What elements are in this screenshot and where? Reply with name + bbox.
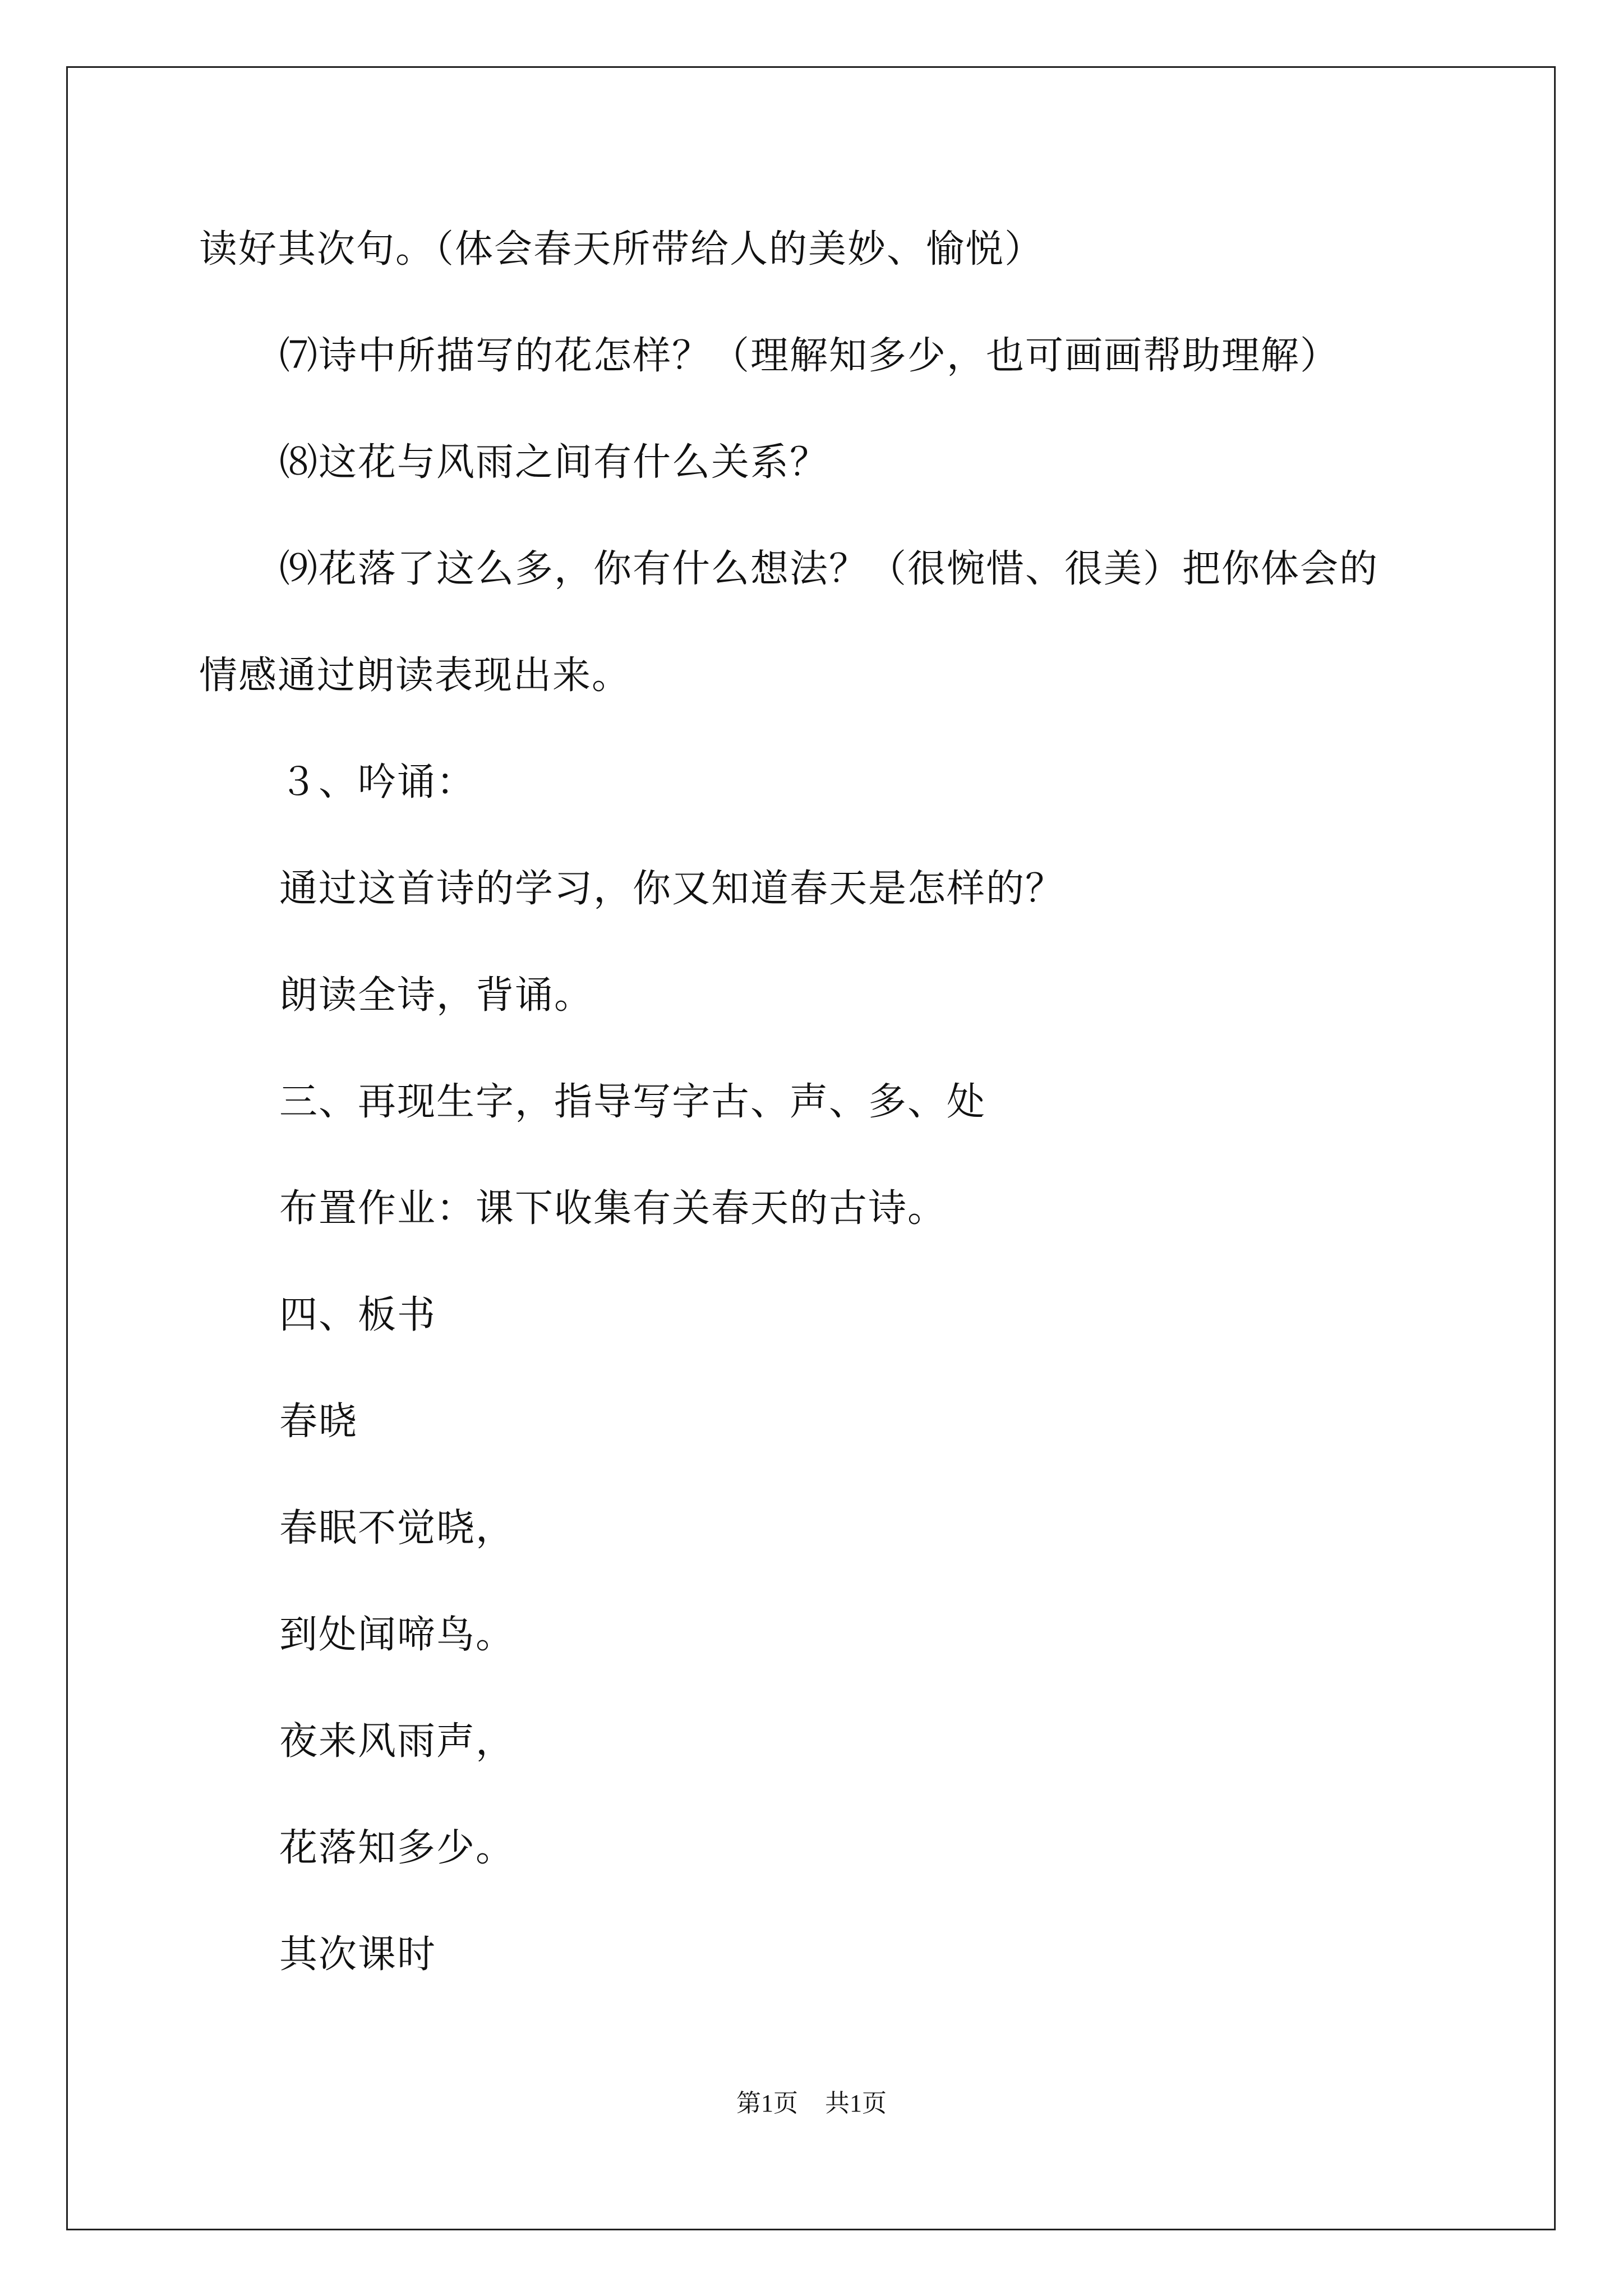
text-line-11: 四、板书 [279, 1293, 437, 1337]
text-line-13: 春眠不觉晓， [279, 1506, 515, 1550]
text-line-10: 布置作业：课下收集有关春天的古诗。 [279, 1186, 947, 1231]
text-line-6: ３、吟诵： [279, 760, 476, 804]
text-line-12: 春晓 [279, 1400, 358, 1444]
page-footer [0, 2088, 1623, 2119]
text-line-15: 夜来风雨声， [279, 1719, 515, 1764]
text-line-1: 读好其次句。（体会春天所带给人的美妙、愉悦） [199, 227, 1044, 272]
text-line-16: 花落知多少。 [279, 1826, 515, 1870]
text-line-9: 三、再现生字，指导写字古、声、多、处 [279, 1080, 986, 1124]
text-line-4: ⑼花落了这么多，你有什么想法？（很惋惜、很美）把你体会的 [279, 547, 1379, 591]
text-line-17: 其次课时 [279, 1932, 437, 1977]
text-line-14: 到处闻啼鸟。 [279, 1613, 515, 1657]
text-line-3: ⑻这花与风雨之间有什么关系？ [279, 440, 829, 485]
text-line-5: 情感通过朗读表现出来。 [199, 654, 631, 698]
page-border [66, 66, 1556, 2230]
page-number-total: 共1页 [825, 2090, 887, 2117]
text-line-2: ⑺诗中所描写的花怎样？（理解知多少，也可画画帮助理解） [279, 334, 1340, 378]
text-line-8: 朗读全诗，背诵。 [279, 973, 594, 1018]
text-line-7: 通过这首诗的学习，你又知道春天是怎样的？ [279, 867, 1065, 911]
page-number-current: 第1页 [736, 2090, 798, 2117]
